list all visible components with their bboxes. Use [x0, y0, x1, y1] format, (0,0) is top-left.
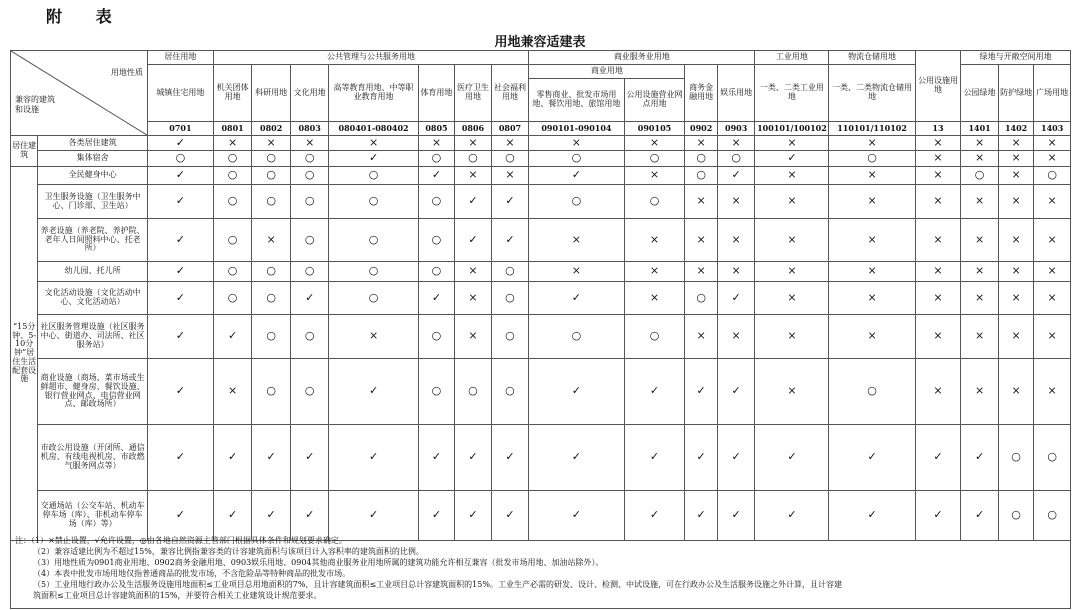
compatibility-mark: ○	[290, 359, 329, 425]
compatibility-mark: ×	[755, 136, 829, 151]
compatibility-mark: ✓	[717, 167, 755, 185]
column-header: 社会福利用地	[491, 65, 529, 122]
compatibility-mark: ×	[915, 359, 961, 425]
building-name-cell: 养老设施（养老院、养护院、老年人日间照料中心、托老所）	[38, 219, 148, 262]
compatibility-mark: ×	[915, 282, 961, 315]
compatibility-mark: ○	[290, 167, 329, 185]
compatibility-mark: ○	[329, 185, 418, 219]
compatibility-mark: ×	[998, 151, 1034, 167]
column-header: 公园绿地	[961, 65, 999, 122]
compatibility-mark: ×	[998, 167, 1034, 185]
compatibility-mark: ×	[1034, 262, 1071, 282]
compatibility-mark: ×	[998, 219, 1034, 262]
compatibility-mark: ×	[961, 136, 999, 151]
compatibility-mark: ×	[829, 262, 915, 282]
group-header: 绿地与开敞空间用地	[961, 51, 1071, 65]
compatibility-mark: ○	[624, 185, 685, 219]
land-use-code: 1401	[961, 122, 999, 136]
compatibility-mark: ✓	[685, 491, 717, 541]
compatibility-mark: ✓	[829, 491, 915, 541]
compatibility-mark: ○	[252, 262, 291, 282]
compatibility-mark: ○	[213, 219, 252, 262]
compatibility-mark: ✓	[418, 425, 455, 491]
table-row	[11, 315, 1071, 359]
compatibility-mark: ○	[290, 262, 329, 282]
building-name-cell: 社区服务管理设施（社区服务中心、街道办、司法所、社区服务站）	[38, 315, 148, 359]
compatibility-mark: ○	[418, 315, 455, 359]
land-use-code: 080401-080402	[329, 122, 418, 136]
compatibility-mark: ✓	[491, 425, 529, 491]
compatibility-mark: ○	[252, 282, 291, 315]
group-header: 公共管理与公共服务用地	[213, 51, 528, 65]
compatibility-mark: ○	[491, 359, 529, 425]
compatibility-mark: ×	[829, 136, 915, 151]
compatibility-mark: ✓	[491, 219, 529, 262]
column-header: 体育用地	[418, 65, 455, 122]
compatibility-mark: ×	[915, 185, 961, 219]
compatibility-mark: ×	[961, 219, 999, 262]
compatibility-mark: ○	[418, 262, 455, 282]
group-header: 工业用地	[755, 51, 829, 65]
compatibility-mark: ×	[717, 315, 755, 359]
compatibility-mark: ×	[213, 359, 252, 425]
compatibility-mark: ×	[252, 219, 291, 262]
building-name-cell: 交通场站（公交车站、机动车停车场（库）、非机动车停车场（库）等）	[38, 491, 148, 541]
compatibility-mark: ✓	[329, 425, 418, 491]
compatibility-mark: ✓	[961, 425, 999, 491]
column-header: 广场用地	[1034, 65, 1071, 122]
compatibility-mark: ○	[329, 262, 418, 282]
compatibility-mark: ○	[290, 315, 329, 359]
compatibility-mark: ×	[961, 315, 999, 359]
compatibility-mark: ○	[1034, 425, 1071, 491]
note-line: 筑面积≤工业项目总计容建筑面积的15%，并要符合相关工业建筑设计规范要求。	[33, 591, 322, 600]
compatibility-mark: ✓	[213, 425, 252, 491]
table-row	[11, 185, 1071, 219]
compatibility-mark: ✓	[529, 425, 624, 491]
compatibility-mark: ○	[491, 151, 529, 167]
compatibility-mark: ○	[213, 282, 252, 315]
compatibility-mark: ○	[290, 151, 329, 167]
compatibility-mark: ×	[998, 136, 1034, 151]
compatibility-mark: ×	[455, 167, 492, 185]
compatibility-mark: ✓	[252, 491, 291, 541]
compatibility-mark: ×	[1034, 282, 1071, 315]
compatibility-mark: ✓	[147, 425, 213, 491]
compatibility-mark: ✓	[147, 359, 213, 425]
compatibility-mark: ×	[829, 315, 915, 359]
compatibility-mark: ○	[147, 151, 213, 167]
compatibility-mark: ×	[455, 262, 492, 282]
compatibility-mark: ×	[529, 136, 624, 151]
compatibility-mark: ×	[915, 315, 961, 359]
compatibility-mark: ✓	[529, 282, 624, 315]
compatibility-mark: ○	[290, 219, 329, 262]
compatibility-mark: ×	[624, 282, 685, 315]
compatibility-mark: ✓	[624, 425, 685, 491]
column-header: 公用设施营业网点用地	[624, 79, 685, 122]
compatibility-mark: ×	[717, 262, 755, 282]
column-header: 娱乐用地	[717, 65, 755, 122]
land-use-code: 13	[915, 122, 961, 136]
column-header: 一类、二类工业用地	[755, 65, 829, 122]
column-header: 医疗卫生用地	[455, 65, 492, 122]
compatibility-mark: ○	[418, 219, 455, 262]
building-name-cell: 卫生服务设施（卫生服务中心、门诊部、卫生站）	[38, 185, 148, 219]
note-line: 注：（1）×禁止设置，√允许设置，◎由各地自然资源主管部门根据具体条件和规划要求确定。	[15, 536, 347, 545]
compatibility-mark: ✓	[755, 425, 829, 491]
compatibility-mark: ×	[829, 167, 915, 185]
compatibility-mark: ✓	[915, 491, 961, 541]
compatibility-mark: ✓	[455, 185, 492, 219]
column-header: 商务金融用地	[685, 65, 717, 122]
land-use-code: 0701	[147, 122, 213, 136]
compatibility-mark: ✓	[624, 359, 685, 425]
compatibility-mark: ×	[829, 185, 915, 219]
compatibility-mark: ×	[915, 262, 961, 282]
building-name-cell: 集体宿舍	[38, 151, 148, 167]
compatibility-mark: ✓	[717, 491, 755, 541]
compatibility-mark: ○	[829, 151, 915, 167]
compatibility-mark: ✓	[717, 425, 755, 491]
compatibility-mark: ×	[1034, 185, 1071, 219]
compatibility-mark: ✓	[418, 282, 455, 315]
compatibility-mark: ×	[455, 315, 492, 359]
compatibility-mark: ✓	[147, 136, 213, 151]
compatibility-mark: ×	[755, 359, 829, 425]
table-row	[11, 167, 1071, 185]
compatibility-mark: ×	[915, 151, 961, 167]
building-name-cell: 各类居住建筑	[38, 136, 148, 151]
table-row	[11, 219, 1071, 262]
compatibility-mark: ○	[685, 282, 717, 315]
compatibility-mark: ×	[998, 185, 1034, 219]
compatibility-mark: ✓	[147, 282, 213, 315]
compatibility-mark: ×	[915, 136, 961, 151]
compatibility-mark: ✓	[829, 425, 915, 491]
compatibility-mark: ✓	[717, 282, 755, 315]
column-header: 文化用地	[290, 65, 329, 122]
compatibility-mark: ×	[998, 262, 1034, 282]
compatibility-mark: ×	[829, 282, 915, 315]
compatibility-mark: ○	[685, 167, 717, 185]
diagonal-line	[11, 51, 147, 135]
compatibility-mark: ○	[998, 425, 1034, 491]
compatibility-mark: ○	[329, 282, 418, 315]
compatibility-mark: ✓	[624, 491, 685, 541]
compatibility-mark: ○	[624, 151, 685, 167]
compatibility-mark: ×	[961, 262, 999, 282]
compatibility-mark: ○	[329, 167, 418, 185]
compatibility-mark: ○	[329, 219, 418, 262]
compatibility-mark: ○	[717, 151, 755, 167]
compatibility-mark: ○	[252, 167, 291, 185]
building-name-cell: 商业设施（商场、菜市场或生鲜超市、健身房、餐饮设施、银行营业网点、电信营业网点、邮政场所）	[38, 359, 148, 425]
compatibility-mark: ×	[755, 282, 829, 315]
compatibility-mark: ×	[1034, 151, 1071, 167]
compatibility-mark: ○	[252, 185, 291, 219]
land-use-code: 090105	[624, 122, 685, 136]
compatibility-mark: ×	[961, 151, 999, 167]
header-corner	[11, 51, 148, 136]
compatibility-mark: ✓	[290, 282, 329, 315]
compatibility-mark: ×	[624, 219, 685, 262]
compatibility-mark: ✓	[529, 359, 624, 425]
building-name-cell: 市政公用设施（开闭所、通信机房、有线电视机房、市政燃气服务网点等）	[38, 425, 148, 491]
land-use-code: 0805	[418, 122, 455, 136]
compatibility-mark: ×	[915, 167, 961, 185]
compatibility-mark: ✓	[147, 491, 213, 541]
compatibility-mark: ×	[455, 282, 492, 315]
compatibility-mark: ×	[998, 359, 1034, 425]
column-header: 城镇住宅用地	[147, 65, 213, 122]
compatibility-mark: ×	[529, 262, 624, 282]
compatibility-mark: ×	[1034, 219, 1071, 262]
compatibility-mark: ×	[717, 136, 755, 151]
column-header: 防护绿地	[998, 65, 1034, 122]
compatibility-mark: ×	[829, 219, 915, 262]
land-use-code: 1402	[998, 122, 1034, 136]
land-use-code: 100101/100102	[755, 122, 829, 136]
compatibility-mark: ×	[755, 185, 829, 219]
compatibility-mark: ×	[213, 136, 252, 151]
compatibility-mark: ○	[213, 262, 252, 282]
compatibility-mark: ×	[252, 136, 291, 151]
table-row	[11, 282, 1071, 315]
compatibility-mark: ✓	[418, 167, 455, 185]
compatibility-mark: ✓	[491, 491, 529, 541]
compatibility-mark: ×	[755, 315, 829, 359]
corner-land-use-label: 用地性质	[110, 68, 143, 77]
compatibility-mark: ✓	[418, 491, 455, 541]
compatibility-mark: ○	[529, 185, 624, 219]
compatibility-mark: ×	[329, 315, 418, 359]
compatibility-mark: ✓	[329, 151, 418, 167]
table-title: 用地兼容适建表	[494, 35, 586, 50]
table-row	[11, 425, 1071, 491]
compatibility-mark: ✓	[147, 185, 213, 219]
compatibility-mark: ○	[491, 282, 529, 315]
compatibility-mark: ✓	[455, 491, 492, 541]
compatibility-mark: ✓	[252, 425, 291, 491]
note-line: （2）兼容适建比例为不超过15%，兼容比例指兼容类的计容建筑面积与该项目计入容积率的建筑面积的比例。	[33, 547, 424, 556]
column-header: 零售商业、批发市场用地、餐饮用地、旅馆用地	[529, 79, 624, 122]
compatibility-mark: ○	[418, 359, 455, 425]
compatibility-mark: ×	[961, 185, 999, 219]
compatibility-mark: ○	[252, 359, 291, 425]
compatibility-mark: ✓	[147, 315, 213, 359]
compatibility-mark: ×	[998, 282, 1034, 315]
compatibility-mark: ✓	[755, 151, 829, 167]
compatibility-mark: ×	[685, 315, 717, 359]
compatibility-mark: ○	[1034, 167, 1071, 185]
compatibility-mark: ×	[755, 262, 829, 282]
column-header: 高等教育用地、中等职业教育用地	[329, 65, 418, 122]
compatibility-mark: ○	[829, 359, 915, 425]
compatibility-mark: ✓	[685, 425, 717, 491]
category-cell: “15分钟、5-10分钟”居住生活配套设施	[11, 167, 38, 541]
compatibility-mark: ✓	[213, 491, 252, 541]
table-row	[11, 151, 1071, 167]
appendix-heading: 附 表	[46, 7, 126, 26]
compatibility-mark: ×	[685, 262, 717, 282]
compatibility-mark: ×	[1034, 315, 1071, 359]
compatibility-mark: ×	[491, 167, 529, 185]
compatibility-mark: ○	[998, 491, 1034, 541]
land-use-code: 0803	[290, 122, 329, 136]
compatibility-mark: ✓	[755, 491, 829, 541]
note-line: （5）工业用地行政办公及生活服务设施用地面积≤工业项目总用地面积的7%，且计容建筑面积≤工业项目总计容建筑面积的15%。工业生产必需的研发、设计、检测、中试设施，可在行政办公及生活服务设施之外计算，且计容建	[33, 580, 842, 589]
compatibility-mark: ✓	[290, 491, 329, 541]
land-use-code: 110101/110102	[829, 122, 915, 136]
compatibility-mark: ○	[213, 151, 252, 167]
land-use-code: 0801	[213, 122, 252, 136]
compatibility-mark: ×	[717, 219, 755, 262]
compatibility-mark: ×	[624, 136, 685, 151]
compatibility-mark: ×	[1034, 359, 1071, 425]
compatibility-mark: ○	[418, 151, 455, 167]
group-header: 物流仓储用地	[829, 51, 915, 65]
compatibility-mark: ×	[1034, 136, 1071, 151]
compatibility-mark: ×	[529, 219, 624, 262]
compatibility-mark: ×	[755, 167, 829, 185]
compatibility-mark: ○	[529, 315, 624, 359]
compatibility-mark: ✓	[961, 491, 999, 541]
compatibility-mark: ×	[685, 136, 717, 151]
compatibility-mark: ×	[961, 282, 999, 315]
compatibility-mark: ○	[491, 262, 529, 282]
column-header: 一类、二类物流仓储用地	[829, 65, 915, 122]
subgroup-header: 商业用地	[529, 65, 685, 79]
compatibility-mark: ×	[685, 185, 717, 219]
land-use-code: 0806	[455, 122, 492, 136]
land-use-code: 0807	[491, 122, 529, 136]
compatibility-mark: ○	[455, 359, 492, 425]
compatibility-mark: ×	[685, 219, 717, 262]
table-row	[11, 359, 1071, 425]
compatibility-mark: ✓	[685, 359, 717, 425]
column-header: 公用设施用地	[915, 51, 961, 122]
compatibility-mark: ×	[418, 136, 455, 151]
compatibility-mark: ×	[455, 136, 492, 151]
compatibility-mark: ✓	[529, 491, 624, 541]
compatibility-mark: ✓	[491, 185, 529, 219]
compatibility-mark: ○	[252, 315, 291, 359]
building-name-cell: 幼儿园、托儿所	[38, 262, 148, 282]
corner-buildings-label: 兼容的建筑 和设施	[15, 95, 55, 115]
compatibility-mark: ×	[624, 167, 685, 185]
compatibility-mark: ✓	[455, 425, 492, 491]
compatibility-mark: ×	[329, 136, 418, 151]
note-line: （4）本表中批发市场用地仅指普通商品的批发市场，不含危险品等特种商品的批发市场。	[33, 569, 351, 578]
building-name-cell: 全民健身中心	[38, 167, 148, 185]
compatibility-mark: ×	[998, 315, 1034, 359]
compatibility-mark: ×	[915, 219, 961, 262]
compatibility-mark: ×	[755, 219, 829, 262]
compatibility-mark: ✓	[455, 219, 492, 262]
compatibility-mark: ✓	[147, 167, 213, 185]
compatibility-mark: ○	[961, 167, 999, 185]
building-name-cell: 文化活动设施（文化活动中心、文化活动站）	[38, 282, 148, 315]
compatibility-mark: ○	[491, 315, 529, 359]
compatibility-mark: ○	[252, 151, 291, 167]
compatibility-mark: ✓	[329, 491, 418, 541]
compatibility-mark: ✓	[147, 219, 213, 262]
compatibility-mark: ×	[961, 359, 999, 425]
compatibility-mark: ○	[529, 151, 624, 167]
group-header: 商业服务业用地	[529, 51, 755, 65]
table-row	[11, 136, 1071, 151]
compatibility-mark: ○	[213, 167, 252, 185]
compatibility-mark: ×	[717, 185, 755, 219]
compatibility-mark: ○	[213, 185, 252, 219]
compatibility-mark: ○	[685, 151, 717, 167]
compatibility-mark: ×	[624, 262, 685, 282]
compatibility-mark: ✓	[290, 425, 329, 491]
compatibility-mark: ○	[290, 185, 329, 219]
land-use-code: 090101-090104	[529, 122, 624, 136]
compatibility-table	[10, 50, 1071, 541]
category-cell: 居住建筑	[11, 136, 38, 167]
compatibility-mark: ✓	[529, 167, 624, 185]
compatibility-mark: ○	[418, 185, 455, 219]
land-use-code: 0903	[717, 122, 755, 136]
compatibility-mark: ✓	[147, 262, 213, 282]
compatibility-mark: ✓	[213, 315, 252, 359]
group-header: 居住用地	[147, 51, 213, 65]
compatibility-mark: ○	[455, 151, 492, 167]
compatibility-mark: ○	[624, 315, 685, 359]
compatibility-mark: ×	[290, 136, 329, 151]
note-line: （3）用地性质为0901商业用地、0902商务金融用地、0903娱乐用地、0904其他商业服务业用地所属的建筑功能允许相互兼容（批发市场用地、加油站除外）。	[33, 558, 604, 567]
compatibility-mark: ✓	[717, 359, 755, 425]
compatibility-mark: ✓	[915, 425, 961, 491]
land-use-code: 1403	[1034, 122, 1071, 136]
table-notes	[10, 533, 1071, 609]
compatibility-mark: ✓	[329, 359, 418, 425]
table-row	[11, 262, 1071, 282]
land-use-code: 0902	[685, 122, 717, 136]
compatibility-mark: ×	[491, 136, 529, 151]
land-use-code: 0802	[252, 122, 291, 136]
column-header: 科研用地	[252, 65, 291, 122]
compatibility-mark: ○	[1034, 491, 1071, 541]
column-header: 机关团体用地	[213, 65, 252, 122]
